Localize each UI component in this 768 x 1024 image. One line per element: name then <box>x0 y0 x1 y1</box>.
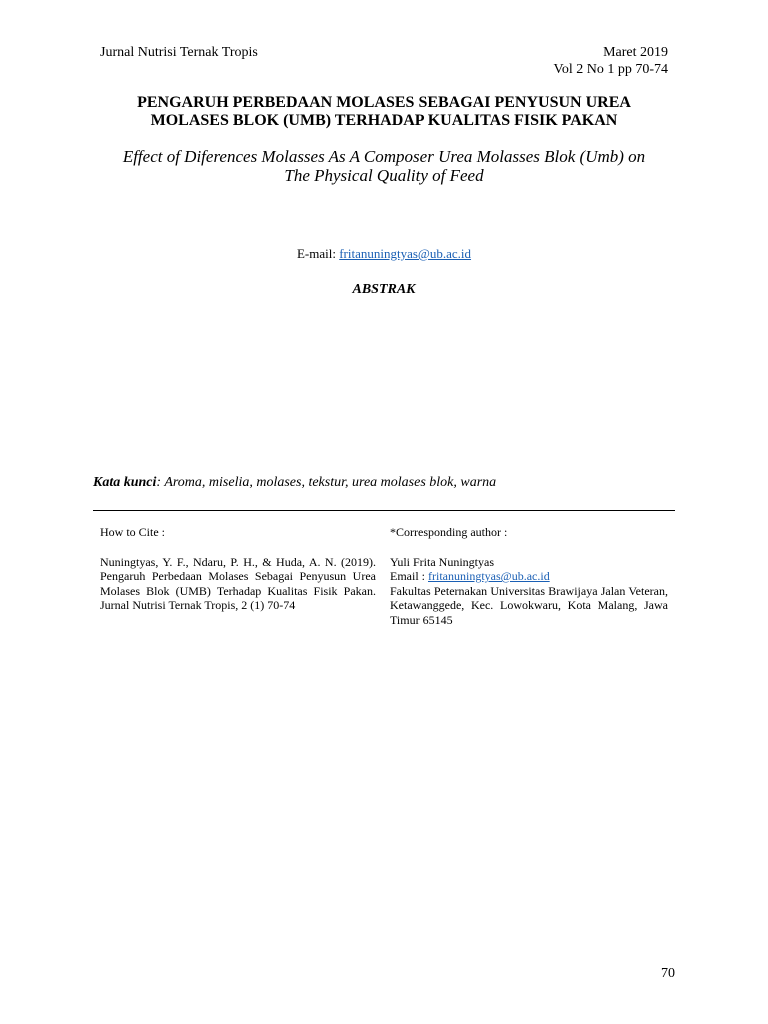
author-email-row <box>390 569 668 584</box>
author-address: Fakultas Peternakan Universitas Brawijaya Jalan Veteran, Ketawanggede, Kec. Lowokwaru, Kota Malang, Jawa Timur 65145 <box>390 583 668 627</box>
how-to-cite-heading: How to Cite : <box>100 525 165 539</box>
issue-volume: Vol 2 No 1 pp 70-74 <box>553 62 668 77</box>
section-divider <box>93 510 675 511</box>
author-name: Yuli Frita Nuningtyas <box>390 554 494 569</box>
journal-name: Jurnal Nutrisi Ternak Tropis <box>100 45 258 60</box>
keywords <box>93 475 496 491</box>
author-email-link[interactable]: fritanuningtyas@ub.ac.id <box>339 246 472 261</box>
how-to-cite <box>100 525 376 613</box>
paper-title <box>60 94 708 130</box>
corresponding-author-heading: *Corresponding author : <box>390 525 508 539</box>
issue-info <box>554 44 668 78</box>
keywords-label: Kata kunci <box>93 475 157 490</box>
author-email-label: Email : <box>390 569 428 583</box>
citation-text: Nuningtyas, Y. F., Ndaru, P. H., & Huda, A. N. (2019). Pengaruh Perbedaan Molases Sebagai Penyusun Urea Molases Blok (UMB) Terhadap Kualitas Fisik Pakan. Jurnal Nutrisi Ternak Tropis, 2 (1) 70-74 <box>100 554 376 612</box>
email-label: E-mail: <box>296 246 340 261</box>
english-title-line-1: Effect of Diferences Molasses As A Composer Urea Molasses Blok (Umb) on <box>122 147 646 166</box>
page-number: 70 <box>661 966 675 981</box>
corresponding-email-link[interactable]: fritanuningtyas@ub.ac.id <box>428 569 550 583</box>
english-title-line-2: The Physical Quality of Feed <box>284 166 484 185</box>
paper-title-line-2: MOLASES BLOK (UMB) TERHADAP KUALITAS FISIK PAKAN <box>150 112 618 129</box>
author-email-line <box>0 246 768 262</box>
abstract-heading: ABSTRAK <box>352 282 416 297</box>
corresponding-author <box>390 525 668 627</box>
keywords-text: : Aroma, miselia, molases, tekstur, urea molases blok, warna <box>156 475 497 490</box>
paper-title-line-1: PENGARUH PERBEDAAN MOLASES SEBAGAI PENYUSUN UREA <box>137 94 631 111</box>
issue-date: Maret 2019 <box>603 45 668 60</box>
english-title <box>60 147 708 185</box>
